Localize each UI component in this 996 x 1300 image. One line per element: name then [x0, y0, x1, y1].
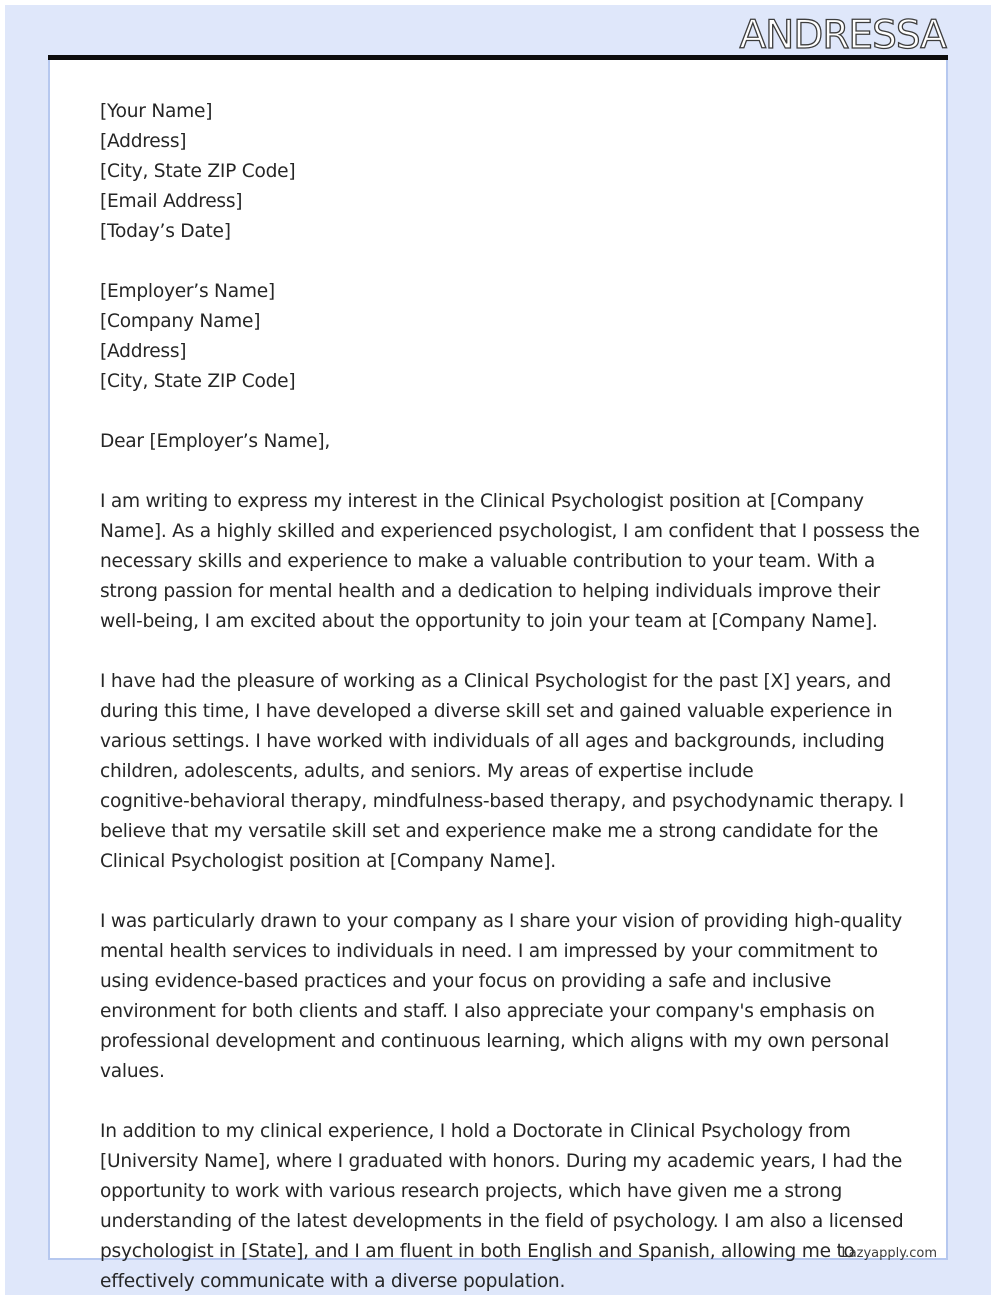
body-line: during this time, I have developed a diverse skill set and gained valuable experience in	[100, 701, 893, 722]
spacer	[100, 637, 896, 667]
sender-city-state-zip: [City, State ZIP Code]	[100, 161, 296, 182]
spacer	[100, 1087, 896, 1117]
sender-address: [Address]	[100, 131, 187, 152]
body-paragraph	[100, 1117, 904, 1297]
body-line: Clinical Psychologist position at [Company Name].	[100, 851, 556, 872]
recipient-block	[100, 277, 896, 397]
body-line: professional development and continuous learning, which aligns with my own personal	[100, 1031, 890, 1052]
body-line: using evidence-based practices and your focus on providing a safe and inclusive	[100, 971, 832, 992]
body-line: I am writing to express my interest in the Clinical Psychologist position at [Company	[100, 491, 864, 512]
salutation: Dear [Employer’s Name],	[100, 431, 331, 452]
spacer	[100, 247, 896, 277]
recipient-address: [Address]	[100, 341, 187, 362]
body-line: values.	[100, 1061, 165, 1082]
body-line: Name]. As a highly skilled and experienced psychologist, I am confident that I possess the	[100, 521, 920, 542]
body-line: In addition to my clinical experience, I hold a Doctorate in Clinical Psychology from	[100, 1121, 851, 1142]
body-line: well-being, I am excited about the opportunity to join your team at [Company Name].	[100, 611, 878, 632]
body-line: [University Name], where I graduated with honors. During my academic years, I had the	[100, 1151, 903, 1172]
cover-letter	[100, 97, 920, 1297]
spacer	[100, 397, 896, 427]
body-line: cognitive-behavioral therapy, mindfulness-based therapy, and psychodynamic therapy. I	[100, 791, 905, 812]
body-line: necessary skills and experience to make a valuable contribution to your team. With a	[100, 551, 875, 572]
recipient-employer-name: [Employer’s Name]	[100, 281, 275, 302]
body-line: I have had the pleasure of working as a Clinical Psychologist for the past [X] years, and	[100, 671, 892, 692]
body-line: strong passion for mental health and a dedication to helping individuals improve their	[100, 581, 880, 602]
sender-email: [Email Address]	[100, 191, 243, 212]
sender-name: [Your Name]	[100, 101, 213, 122]
body-line: environment for both clients and staff. I also appreciate your company's emphasis on	[100, 1001, 875, 1022]
body-line: opportunity to work with various research projects, which have given me a strong	[100, 1181, 843, 1202]
sender-block	[100, 97, 896, 247]
recipient-city-state-zip: [City, State ZIP Code]	[100, 371, 296, 392]
body-line: I was particularly drawn to your company as I share your vision of providing high-quality	[100, 911, 902, 932]
spacer	[100, 877, 896, 907]
body-line: effectively communicate with a diverse population.	[100, 1271, 566, 1292]
body-line: children, adolescents, adults, and seniors. My areas of expertise include	[100, 761, 754, 782]
body-line: mental health services to individuals in need. I am impressed by your commitment to	[100, 941, 878, 962]
brand-logo: ANDRESSA	[739, 13, 946, 58]
watermark-text: Lazyapply.com	[841, 1246, 937, 1261]
body-paragraph	[100, 487, 920, 637]
body-paragraph	[100, 667, 905, 877]
body-paragraph	[100, 907, 902, 1087]
spacer	[100, 457, 896, 487]
letter-date: [Today’s Date]	[100, 221, 231, 242]
body-line: understanding of the latest developments in the field of psychology. I am also a licensed	[100, 1211, 904, 1232]
body-line: various settings. I have worked with individuals of all ages and backgrounds, including	[100, 731, 885, 752]
body-line: believe that my versatile skill set and experience make me a strong candidate for the	[100, 821, 879, 842]
body-line: psychologist in [State], and I am fluent in both English and Spanish, allowing me to	[100, 1241, 855, 1262]
recipient-company-name: [Company Name]	[100, 311, 261, 332]
